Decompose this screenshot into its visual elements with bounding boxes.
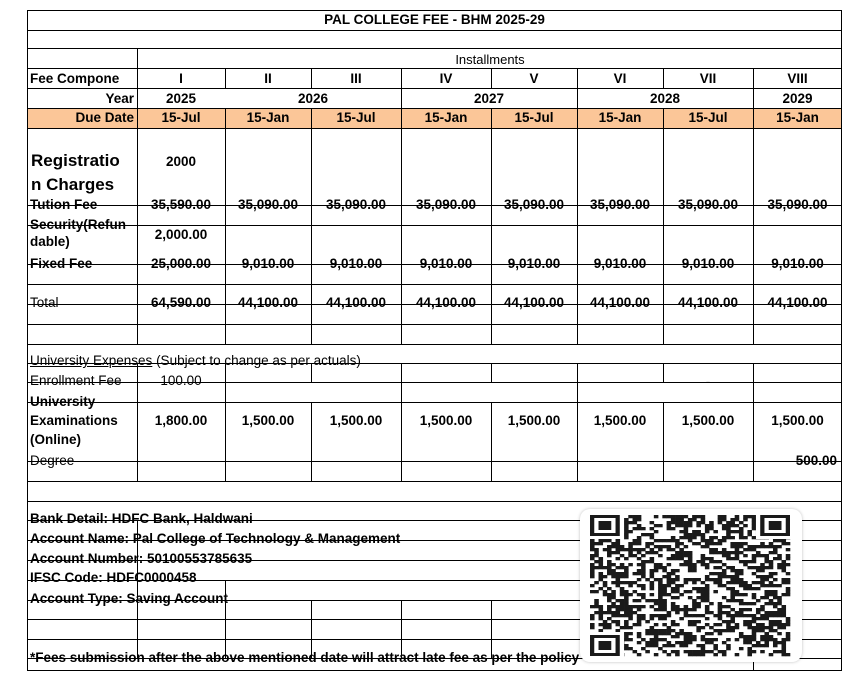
- exam-value-5: 1,500.00: [507, 413, 561, 428]
- installments-label: Installments: [455, 52, 525, 67]
- grid-hline: [27, 402, 842, 403]
- tuition-value-1: 35,590.00: [150, 197, 212, 212]
- due-date-label: Due Date: [75, 110, 134, 125]
- due-date-2: 15-Jan: [246, 110, 290, 125]
- year-label: Year: [105, 91, 134, 106]
- total-value-3: 44,100.00: [325, 295, 387, 310]
- due-date-5: 15-Jul: [514, 110, 554, 125]
- university-heading: [30, 352, 361, 370]
- security-label-2: dable): [30, 234, 70, 249]
- installment-6: VI: [613, 71, 627, 86]
- grid-hline: [27, 128, 842, 129]
- enrollment-label: Enrollment Fee: [30, 373, 122, 388]
- total-value-2: 44,100.00: [237, 295, 299, 310]
- tuition-value-7: 35,090.00: [677, 197, 739, 212]
- exam-value-2: 1,500.00: [241, 413, 295, 428]
- grid-hline: [27, 284, 842, 285]
- year-2028: 2028: [649, 91, 681, 106]
- year-2027: 2027: [473, 91, 505, 106]
- grid-hline: [27, 344, 842, 345]
- due-date-8: 15-Jan: [776, 110, 819, 125]
- exam-value-3: 1,500.00: [329, 413, 383, 428]
- total-value-4: 44,100.00: [415, 295, 477, 310]
- bank-detail: Bank Detail: HDFC Bank, Haldwani: [30, 511, 253, 526]
- grid-hline: [27, 501, 842, 502]
- tuition-value-8: 35,090.00: [767, 197, 828, 212]
- exam-value-6: 1,500.00: [593, 413, 647, 428]
- total-value-7: 44,100.00: [677, 295, 739, 310]
- degree-value: 500.00: [795, 453, 837, 468]
- account-number: Account Number: 50100553785635: [30, 551, 253, 566]
- total-value-6: 44,100.00: [589, 295, 651, 310]
- account-type: Account Type: Saving Account: [30, 591, 229, 606]
- tuition-value-4: 35,090.00: [415, 197, 477, 212]
- fixed-value-4: 9,010.00: [419, 256, 473, 271]
- tuition-label: Tution Fee: [30, 197, 98, 212]
- due-date-1: 15-Jul: [161, 110, 201, 125]
- account-name: Account Name: Pal College of Technology & Management: [30, 531, 401, 546]
- grid-hline: [27, 481, 842, 482]
- registration-label-2: n Charges: [31, 175, 115, 194]
- university-expenses-note: (Subject to change as per actuals): [152, 353, 361, 368]
- exams-label-1: University: [30, 394, 96, 409]
- installment-3: III: [350, 71, 362, 86]
- fixed-label: Fixed Fee: [30, 256, 93, 271]
- exam-value-1: 1,800.00: [154, 413, 208, 428]
- total-label: Total: [30, 295, 59, 310]
- total-value-1: 64,590.00: [150, 295, 212, 310]
- exam-value-8: 1,500.00: [771, 413, 824, 428]
- installment-4: IV: [439, 71, 453, 86]
- tuition-value-6: 35,090.00: [589, 197, 651, 212]
- exam-value-7: 1,500.00: [681, 413, 735, 428]
- tuition-value-3: 35,090.00: [325, 197, 387, 212]
- page-title: PAL COLLEGE FEE - BHM 2025-29: [324, 12, 545, 27]
- fixed-value-5: 9,010.00: [507, 256, 561, 271]
- year-2026: 2026: [297, 91, 329, 106]
- year-2029: 2029: [782, 91, 813, 106]
- fixed-value-7: 9,010.00: [681, 256, 735, 271]
- grid-hline: [27, 48, 842, 49]
- university-expenses-link: University Expenses: [30, 353, 153, 368]
- grid-bottom: [27, 670, 842, 671]
- qr-pattern: [580, 509, 802, 662]
- total-value-5: 44,100.00: [503, 295, 565, 310]
- degree-label: Degree: [30, 453, 75, 468]
- late-fee-footnote: *Fees submission after the above mentioned date will attract late fee as per the policy: [30, 650, 580, 665]
- fixed-value-8: 9,010.00: [771, 256, 824, 271]
- due-date-3: 15-Jul: [336, 110, 376, 125]
- fixed-value-3: 9,010.00: [329, 256, 383, 271]
- tuition-value-2: 35,090.00: [237, 197, 299, 212]
- registration-value: 2000: [165, 154, 197, 169]
- enrollment-dash: -: [705, 374, 711, 389]
- fixed-value-6: 9,010.00: [593, 256, 647, 271]
- grid-hline: [27, 324, 842, 325]
- fee-component-header: Fee Compone: [30, 71, 120, 86]
- grid-hline: [27, 88, 842, 89]
- grid-hline: [27, 30, 842, 31]
- exams-label-2: Examinations: [30, 413, 118, 428]
- installment-7: VII: [699, 71, 717, 86]
- tuition-value-5: 35,090.00: [503, 197, 565, 212]
- security-value: 2,000.00: [154, 227, 208, 242]
- enrollment-value: 100.00: [160, 373, 202, 388]
- installment-5: V: [529, 71, 539, 86]
- exam-value-4: 1,500.00: [419, 413, 473, 428]
- grid-hline: [27, 461, 842, 462]
- payment-qr-code: [580, 509, 802, 662]
- security-label-1: Security(Refun: [30, 217, 127, 232]
- exams-label-3: (Online): [30, 432, 81, 447]
- due-date-4: 15-Jan: [424, 110, 468, 125]
- registration-label-1: Registratio: [31, 151, 120, 170]
- total-value-8: 44,100.00: [767, 295, 828, 310]
- due-date-7: 15-Jul: [688, 110, 728, 125]
- fixed-value-2: 9,010.00: [241, 256, 295, 271]
- installment-8: VIII: [787, 71, 808, 86]
- grid-border: [27, 10, 28, 671]
- year-2025: 2025: [165, 91, 197, 106]
- installment-2: II: [264, 71, 272, 86]
- grid-vline: [491, 363, 492, 382]
- installment-1: I: [179, 71, 183, 86]
- due-date-6: 15-Jan: [598, 110, 642, 125]
- ifsc-code: IFSC Code: HDFC0000458: [30, 570, 197, 585]
- fixed-value-1: 25,000.00: [150, 256, 212, 271]
